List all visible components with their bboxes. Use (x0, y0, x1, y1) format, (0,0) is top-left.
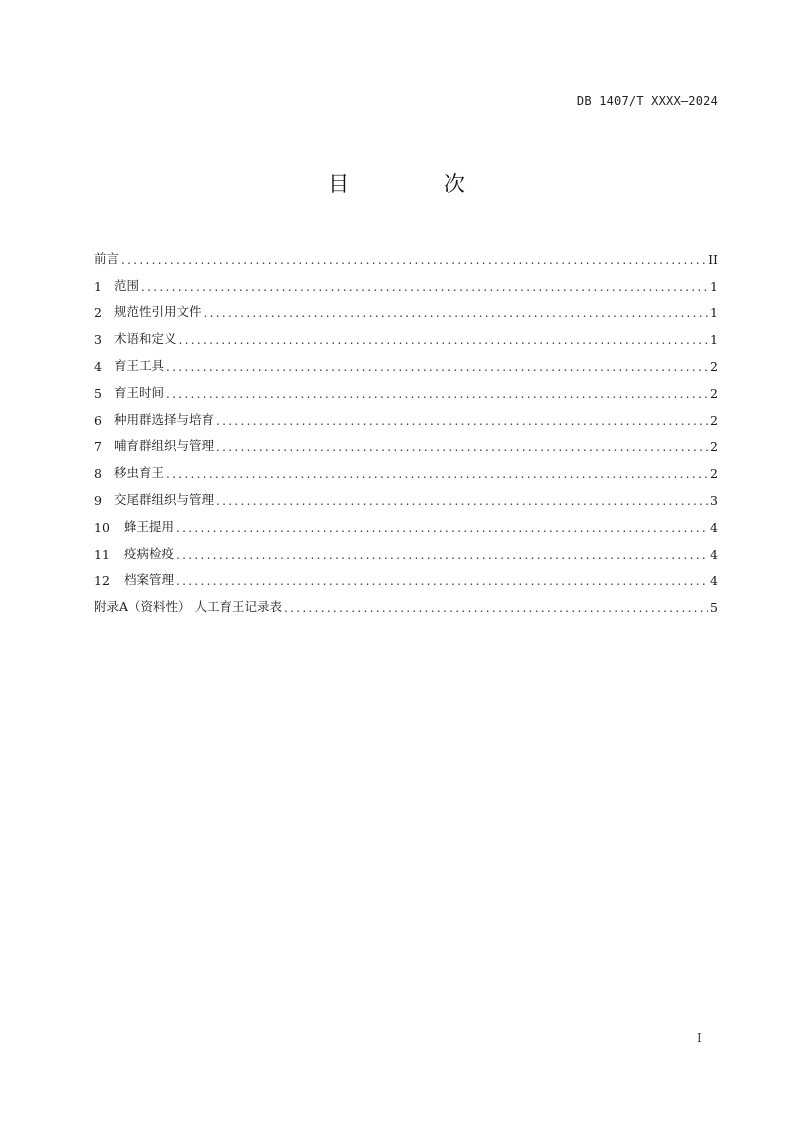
toc-entry-number: 6 (94, 412, 102, 428)
toc-entry-5[interactable] (94, 374, 718, 401)
document-code: DB 1407/T XXXX—2024 (576, 94, 718, 108)
toc-entry-page: 2 (710, 466, 718, 482)
toc-entry-label: 档案管理 (124, 572, 175, 588)
toc-entry-page: 1 (710, 305, 718, 321)
dot-leader (176, 548, 708, 562)
dot-leader (176, 521, 708, 535)
toc-entry-label: 规范性引用文件 (114, 304, 202, 320)
dot-leader (141, 280, 708, 294)
toc-entry-number: 7 (94, 439, 102, 455)
dot-leader (284, 601, 708, 615)
toc-entry-6[interactable] (94, 401, 718, 428)
toc-entry-number: 5 (94, 385, 102, 401)
toc-entry-page: 4 (710, 546, 718, 562)
toc-entry-page: 2 (710, 358, 718, 374)
toc-entry-number: 11 (94, 546, 110, 562)
toc-entry-9[interactable] (94, 481, 718, 508)
toc-entry-page: 4 (710, 573, 718, 589)
toc-entry-label: 术语和定义 (114, 331, 177, 347)
toc-entry-3[interactable] (94, 320, 718, 347)
dot-leader (216, 494, 708, 508)
toc-entry-number: 4 (94, 358, 102, 374)
toc-entry-4[interactable] (94, 347, 718, 374)
toc-entry-page: 2 (710, 412, 718, 428)
toc-entry-label: 附录A（资料性） 人工育王记录表 (94, 599, 283, 615)
toc-entry-page: 2 (710, 385, 718, 401)
dot-leader (121, 253, 706, 267)
toc-entry-page: 5 (710, 600, 718, 616)
toc-entry-page: 1 (710, 278, 718, 294)
toc-entry-foreword[interactable] (94, 240, 718, 267)
toc-entry-1[interactable] (94, 267, 718, 294)
toc-entry-number: 10 (94, 519, 110, 535)
table-of-contents (94, 240, 718, 615)
toc-entry-number: 3 (94, 332, 102, 348)
toc-entry-7[interactable] (94, 428, 718, 455)
toc-entry-page: II (708, 251, 718, 267)
toc-entry-label: 育王时间 (114, 384, 165, 400)
dot-leader (166, 360, 708, 374)
toc-entry-page: 2 (710, 439, 718, 455)
toc-entry-12[interactable] (94, 562, 718, 589)
toc-entry-page: 1 (710, 332, 718, 348)
dot-leader (166, 387, 708, 401)
toc-entry-label: 种用群选择与培育 (114, 411, 215, 427)
toc-entry-label: 育王工具 (114, 357, 165, 373)
toc-entry-label: 蜂王提用 (124, 518, 175, 534)
toc-entry-number: 2 (94, 305, 102, 321)
toc-entry-page: 3 (710, 492, 718, 508)
toc-entry-number: 8 (94, 466, 102, 482)
dot-leader (216, 414, 708, 428)
toc-entry-8[interactable] (94, 454, 718, 481)
toc-entry-number: 1 (94, 278, 102, 294)
toc-entry-11[interactable] (94, 535, 718, 562)
toc-entry-number: 12 (94, 573, 110, 589)
dot-leader (216, 440, 708, 454)
toc-entry-2[interactable] (94, 294, 718, 321)
toc-title: 目 次 (328, 172, 509, 196)
toc-entry-appendix-a[interactable] (94, 588, 718, 615)
dot-leader (204, 306, 708, 320)
dot-leader (179, 333, 708, 347)
dot-leader (166, 467, 708, 481)
toc-entry-label: 前言 (94, 250, 120, 266)
toc-entry-label: 交尾群组织与管理 (114, 491, 215, 507)
toc-entry-label: 范围 (114, 277, 140, 293)
toc-entry-label: 移虫育王 (114, 465, 165, 481)
toc-entry-label: 哺育群组织与管理 (114, 438, 215, 454)
toc-entry-label: 疫病检疫 (124, 545, 175, 561)
toc-entry-10[interactable] (94, 508, 718, 535)
toc-entry-page: 4 (710, 519, 718, 535)
toc-entry-number: 9 (94, 492, 102, 508)
page-number: I (697, 1031, 702, 1045)
dot-leader (176, 574, 708, 588)
